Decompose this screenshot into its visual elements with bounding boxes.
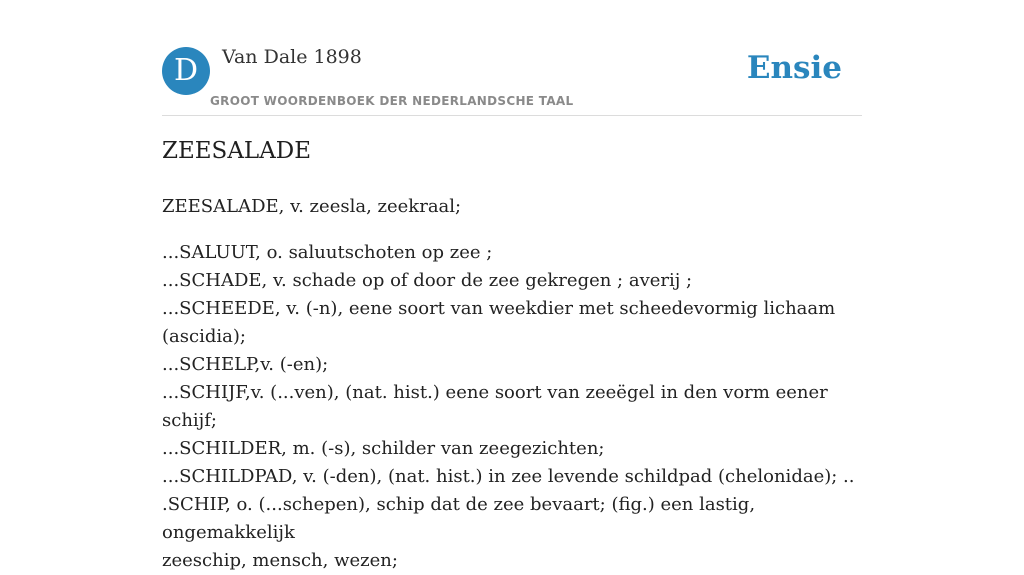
definition-line: ...SCHADE, v. schade op of door de zee gekregen ; averij ; <box>162 270 693 291</box>
page-title: ZEESALADE <box>162 138 312 164</box>
definition-line: zeeschip, mensch, wezen; <box>162 550 398 571</box>
definition-line: .SCHIP, o. (...schepen), schip dat de zee bevaart; (fig.) een lastig, ongemakkelijk <box>162 494 756 543</box>
page <box>162 0 862 571</box>
definition-line: (ascidia); <box>162 326 246 347</box>
site-header <box>162 0 862 116</box>
dictionary-logo[interactable]: D <box>162 47 210 95</box>
definition-line: ...SCHIJF,v. (...ven), (nat. hist.) eene soort van zeeëgel in den vorm eener schijf; <box>162 382 828 431</box>
definition-line: ...SCHILDPAD, v. (-den), (nat. hist.) in zee levende schildpad (chelonidae); .. <box>162 466 855 487</box>
definition-lines <box>162 239 862 575</box>
dictionary-subtitle: GROOT WOORDENBOEK DER NEDERLANDSCHE TAAL <box>210 94 574 108</box>
ensie-brand-logo[interactable]: Ensie <box>746 50 842 86</box>
definition-line: ...SALUUT, o. saluutschoten op zee ; <box>162 242 493 263</box>
definition-text <box>162 193 862 575</box>
definition-line: ...SCHILDER, m. (-s), schilder van zeegezichten; <box>162 438 605 459</box>
definition-line: ...SCHELP,v. (-en); <box>162 354 329 375</box>
dictionary-title[interactable]: Van Dale 1898 <box>222 46 362 68</box>
definition-intro: ZEESALADE, v. zeesla, zeekraal; <box>162 196 462 217</box>
definition-line: ...SCHEEDE, v. (-n), eene soort van weekdier met scheedevormig lichaam <box>162 298 836 319</box>
